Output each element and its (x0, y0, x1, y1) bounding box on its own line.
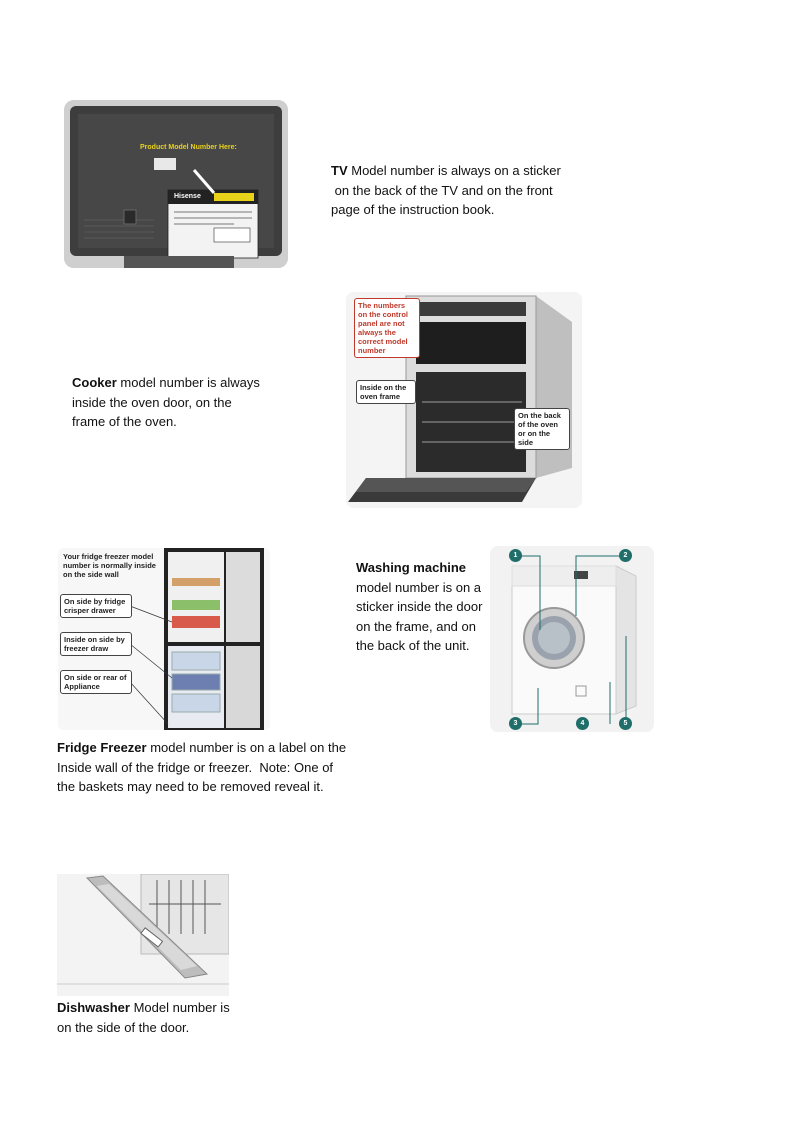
cooker-text-line2: inside the oven door, on the (72, 394, 232, 410)
dishwasher-description (57, 998, 277, 1037)
washing-marker-3: 3 (509, 717, 522, 730)
fridge-title: Fridge Freezer (57, 740, 147, 755)
tv-brand-logo: Hisense (174, 193, 201, 200)
washing-machine-photo (490, 546, 654, 732)
washing-machine-illustration (490, 546, 654, 732)
fridge-callout-rear: On side or rear of Appliance (60, 670, 132, 694)
fridge-description (57, 738, 387, 797)
tv-illustration (64, 100, 288, 268)
oven-photo (346, 292, 582, 508)
dishwasher-text-line2: on the side of the door. (57, 1019, 190, 1035)
oven-callout-frame: Inside on the oven frame (356, 380, 416, 404)
fridge-callout-freezer: Inside on side by freezer draw (60, 632, 132, 656)
tv-title: TV (331, 163, 348, 178)
cooker-title: Cooker (72, 375, 117, 390)
cooker-description (72, 373, 302, 432)
washing-description (356, 558, 506, 656)
dishwasher-illustration (57, 874, 229, 996)
dishwasher-title: Dishwasher (57, 1000, 130, 1015)
fridge-text: model number is on a label on the (146, 740, 347, 755)
tv-description (331, 161, 591, 220)
oven-callout-back-side: On the back of the oven or on the side (514, 408, 570, 450)
washing-marker-2: 2 (619, 549, 632, 562)
fridge-callout-side-wall: Your fridge freezer model number is normally inside on the side wall (63, 552, 156, 579)
tv-photo-label: Product Model Number Here: (140, 144, 237, 151)
washing-text-line3: on the frame, and on (356, 618, 476, 634)
dishwasher-photo (57, 874, 229, 996)
washing-title: Washing machine (356, 560, 467, 575)
washing-marker-5: 5 (619, 717, 632, 730)
tv-text-line2: on the back of the TV and on the front (331, 182, 553, 198)
tv-back-photo (64, 100, 288, 268)
washing-text-line1: model number is on a (356, 579, 482, 595)
washing-marker-1: 1 (509, 549, 522, 562)
tv-text-line3: page of the instruction book. (331, 202, 495, 217)
washing-text-line2: sticker inside the door (356, 599, 483, 614)
oven-callout-control-panel: The numbers on the control panel are not always the correct model number (354, 298, 420, 358)
cooker-text: model number is always (116, 375, 260, 390)
fridge-text-line3: the baskets may need to be removed reveal it. (57, 779, 324, 794)
cooker-text-line3: frame of the oven. (72, 414, 177, 429)
fridge-photo (58, 548, 270, 730)
fridge-callout-crisper: On side by fridge crisper drawer (60, 594, 132, 618)
fridge-text-line2: Inside wall of the fridge or freezer. Note: One of (57, 759, 334, 775)
tv-text: Model number is always on a sticker (347, 163, 561, 178)
dishwasher-text: Model number is (129, 1000, 230, 1015)
washing-text-line4: the back of the unit. (356, 638, 470, 653)
washing-marker-4: 4 (576, 717, 589, 730)
